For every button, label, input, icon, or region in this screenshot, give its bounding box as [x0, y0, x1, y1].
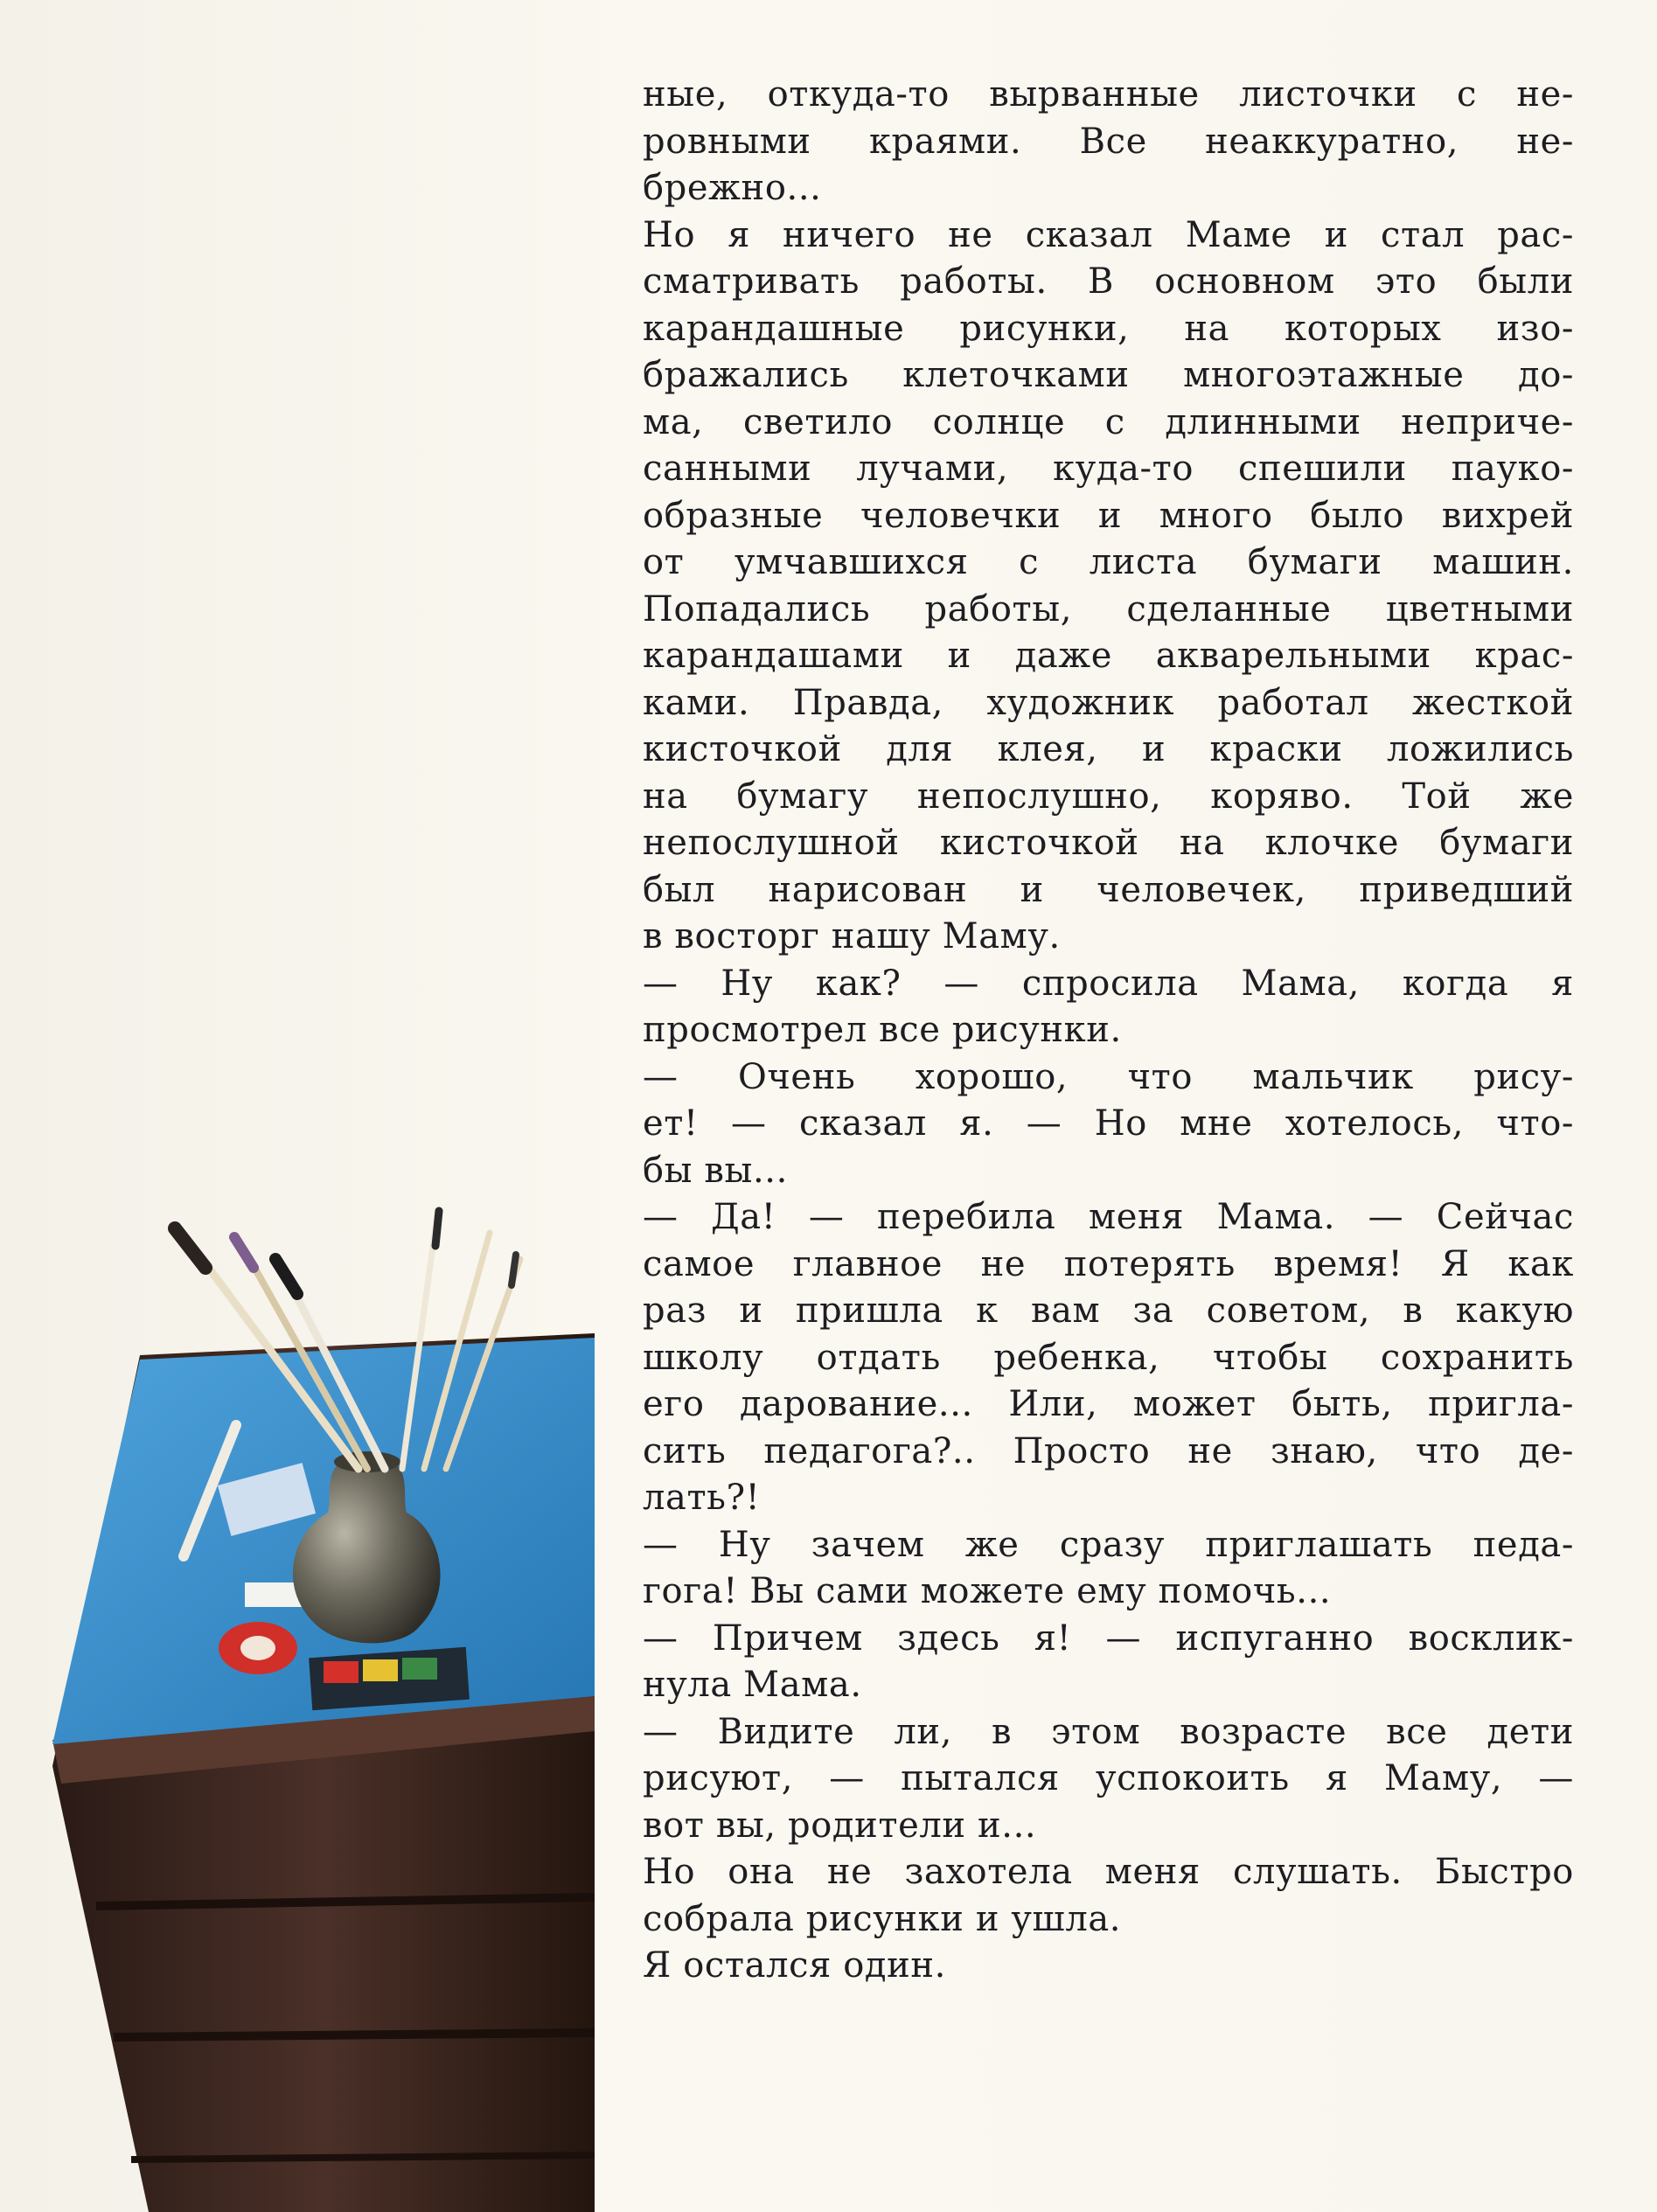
- text-line: был нарисован и человечек, приведший: [643, 869, 1574, 910]
- text-line: в восторг нашу Маму.: [643, 916, 1061, 956]
- text-line: от умчавшихся с листа бумаги машин.: [643, 542, 1574, 582]
- text-line: — Причем здесь я! — испуганно восклик-: [643, 1617, 1574, 1659]
- text-line: его дарование... Или, может быть, пригла-: [643, 1384, 1574, 1424]
- text-line: — Очень хорошо, что мальчик рису-: [643, 1056, 1574, 1097]
- text-line: сить педагога?.. Просто не знаю, что де-: [643, 1430, 1574, 1471]
- text-line: — Ну зачем же сразу приглашать педа-: [643, 1524, 1574, 1565]
- desk-illustration: [35, 1207, 595, 2212]
- text-line: санными лучами, куда-то спешили пауко-: [643, 449, 1574, 489]
- text-line: — Да! — перебила меня Мама. — Сейчас: [643, 1197, 1574, 1237]
- text-line: образные человечки и много было вихрей: [643, 495, 1574, 536]
- text-line: на бумагу непослушно, коряво. Той же: [643, 776, 1574, 817]
- text-line: собрала рисунки и ушла.: [643, 1898, 1122, 1939]
- text-line: ные, откуда-то вырванные листочки с не-: [643, 74, 1574, 115]
- text-line: непослушной кисточкой на клочке бумаги: [643, 823, 1574, 863]
- text-column: [643, 72, 1574, 1990]
- text-line: Но я ничего не сказал Маме и стал рас-: [643, 214, 1574, 255]
- text-line: рисуют, — пытался успокоить я Маму, —: [643, 1758, 1574, 1798]
- text-line: карандашами и даже акварельными крас-: [643, 636, 1574, 676]
- text-line: просмотрел все рисунки.: [643, 1010, 1122, 1050]
- text-line: самое главное не потерять время! Я как: [643, 1243, 1574, 1284]
- text-line: — Ну как? — спросила Мама, когда я: [643, 963, 1574, 1004]
- text-line: гога! Вы сами можете ему помочь...: [643, 1571, 1332, 1611]
- text-line: брежно...: [643, 168, 822, 208]
- text-line: Попадались работы, сделанные цветными: [643, 588, 1574, 630]
- text-line: ма, светило солнце с длинными неприче-: [643, 401, 1574, 442]
- text-line: раз и пришла к вам за советом, в какую: [643, 1290, 1574, 1331]
- text-line: ровными краями. Все неаккуратно, не-: [643, 121, 1574, 162]
- text-line: карандашные рисунки, на которых изо-: [643, 308, 1574, 349]
- text-line: нула Мама.: [643, 1665, 862, 1705]
- text-line: лать?!: [643, 1478, 761, 1518]
- text-line: бражались клеточками многоэтажные до-: [643, 355, 1574, 395]
- text-line: ками. Правда, художник работал жесткой: [643, 682, 1574, 723]
- text-line: Я остался один.: [643, 1945, 946, 1986]
- text-line: — Видите ли, в этом возрасте все дети: [643, 1711, 1574, 1752]
- text-line: ет! — сказал я. — Но мне хотелось, что-: [643, 1103, 1574, 1144]
- text-line: вот вы, родители и...: [643, 1805, 1037, 1846]
- desk: [52, 1333, 595, 2212]
- text-line: Но она не захотела меня слушать. Быстро: [643, 1852, 1574, 1892]
- text-line: кисточкой для клея, и краски ложились: [643, 729, 1574, 769]
- text-line: сматривать работы. В основном это были: [643, 261, 1574, 302]
- text-line: школу отдать ребенка, чтобы сохранить: [643, 1337, 1574, 1378]
- text-line: бы вы...: [643, 1150, 788, 1191]
